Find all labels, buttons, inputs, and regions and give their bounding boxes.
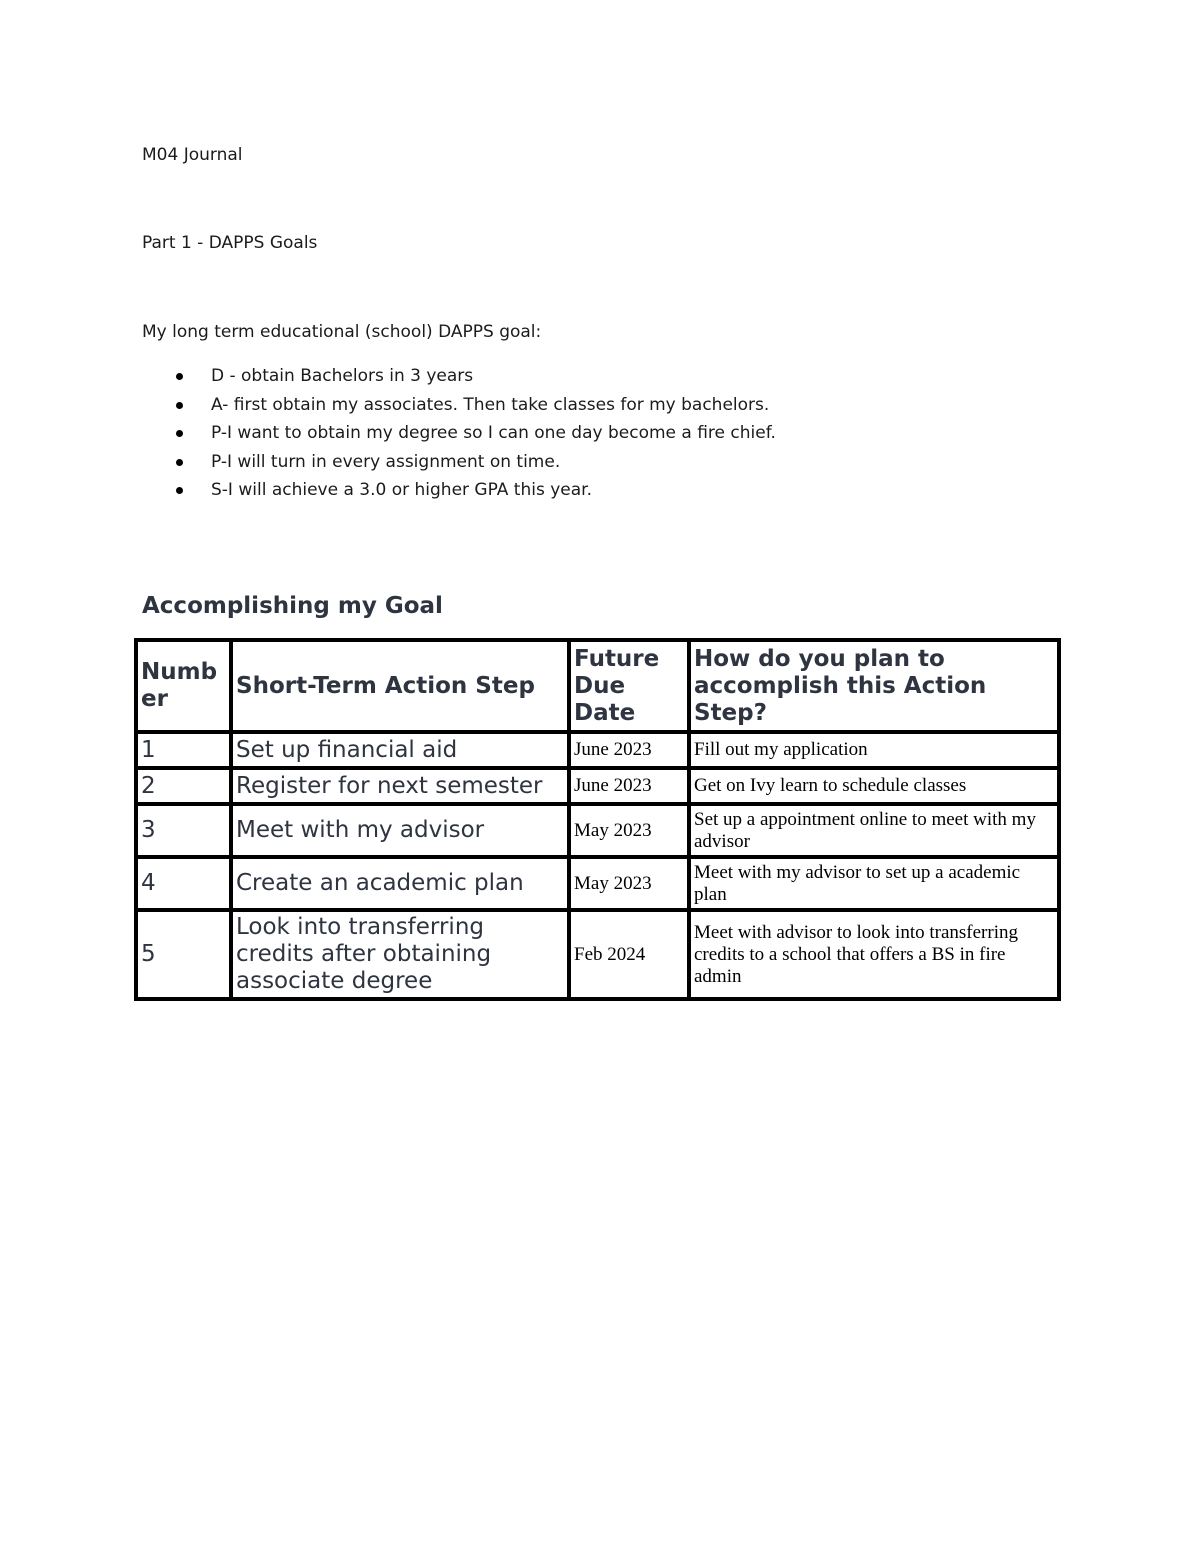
cell-plan: Get on Ivy learn to schedule classes	[689, 768, 1059, 804]
cell-plan: Meet with my advisor to set up a academic plan	[689, 857, 1059, 910]
table-row	[136, 804, 1059, 857]
cell-step: Meet with my advisor	[231, 804, 569, 857]
bullet-icon	[176, 487, 183, 494]
cell-date: May 2023	[569, 804, 689, 857]
bullet-icon	[176, 402, 183, 409]
column-header-step: Short-Term Action Step	[231, 640, 569, 732]
cell-date: Feb 2024	[569, 910, 689, 999]
table-row	[136, 768, 1059, 804]
bullet-icon	[176, 373, 183, 380]
part-heading: Part 1 - DAPPS Goals	[142, 233, 318, 253]
cell-number: 1	[136, 732, 231, 768]
cell-step: Set up financial aid	[231, 732, 569, 768]
cell-step: Look into transferring credits after obtaining associate degree	[231, 910, 569, 999]
cell-date: June 2023	[569, 768, 689, 804]
cell-plan: Meet with advisor to look into transferring credits to a school that offers a BS in fire admin	[689, 910, 1059, 999]
column-header-date: Future Due Date	[569, 640, 689, 732]
cell-number: 5	[136, 910, 231, 999]
document-title: M04 Journal	[142, 145, 243, 165]
column-header-number: Numb er	[136, 640, 231, 732]
cell-number: 4	[136, 857, 231, 910]
goal-text: A- first obtain my associates. Then take classes for my bachelors.	[211, 394, 770, 415]
cell-date: May 2023	[569, 857, 689, 910]
cell-number: 3	[136, 804, 231, 857]
action-plan-table	[134, 638, 1061, 1001]
section-heading: Accomplishing my Goal	[142, 593, 443, 619]
table-row	[136, 857, 1059, 910]
goal-intro: My long term educational (school) DAPPS goal:	[142, 322, 542, 342]
cell-date: June 2023	[569, 732, 689, 768]
list-item	[142, 451, 776, 480]
goal-text: P-I want to obtain my degree so I can one day become a fire chief.	[211, 423, 776, 444]
table-row	[136, 910, 1059, 999]
bullet-icon	[176, 430, 183, 437]
goal-text: S-I will achieve a 3.0 or higher GPA this year.	[211, 480, 592, 501]
table-header-row	[136, 640, 1059, 732]
cell-number: 2	[136, 768, 231, 804]
list-item	[142, 365, 776, 394]
list-item	[142, 422, 776, 451]
goal-text: P-I will turn in every assignment on time.	[211, 451, 561, 472]
cell-step: Register for next semester	[231, 768, 569, 804]
goal-text: D - obtain Bachelors in 3 years	[211, 366, 474, 386]
cell-step: Create an academic plan	[231, 857, 569, 910]
list-item	[142, 394, 776, 423]
bullet-icon	[176, 459, 183, 466]
cell-plan: Set up a appointment online to meet with my advisor	[689, 804, 1059, 857]
list-item	[142, 479, 776, 508]
goal-list	[142, 365, 776, 508]
cell-plan: Fill out my application	[689, 732, 1059, 768]
column-header-plan: How do you plan to accomplish this Action Step?	[689, 640, 1059, 732]
table-row	[136, 732, 1059, 768]
